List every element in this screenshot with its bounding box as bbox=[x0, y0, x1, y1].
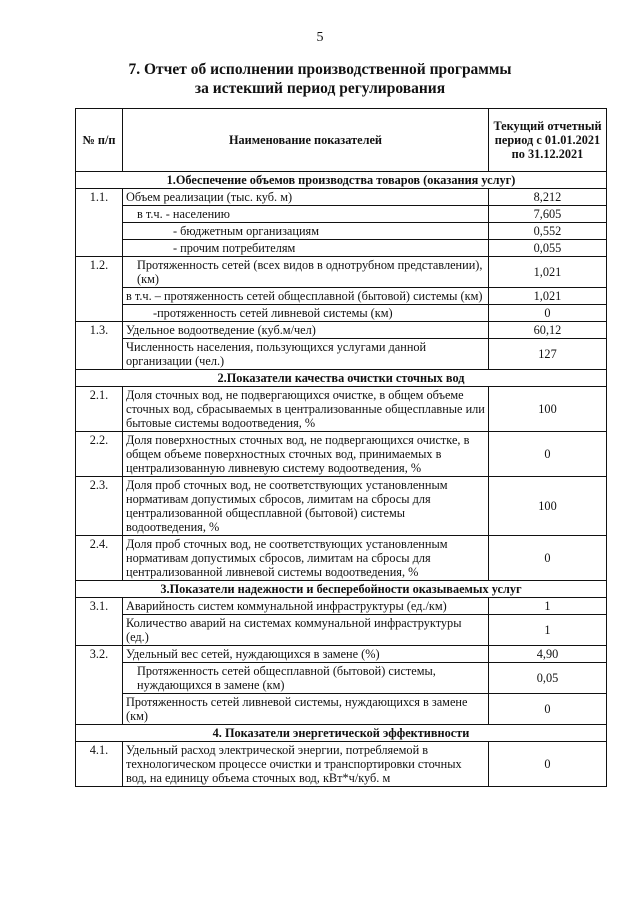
row-num bbox=[76, 694, 123, 725]
page-number: 5 bbox=[316, 30, 324, 45]
row-num bbox=[76, 615, 123, 646]
table-row bbox=[76, 387, 607, 432]
row-num bbox=[76, 305, 123, 322]
table-row bbox=[76, 189, 607, 206]
row-name: Удельный вес сетей, нуждающихся в замене (%) bbox=[123, 646, 489, 663]
row-num: 2.1. bbox=[76, 387, 123, 432]
row-value: 1 bbox=[489, 598, 607, 615]
row-name: -протяженность сетей ливневой системы (км) bbox=[123, 305, 489, 322]
table-row bbox=[76, 223, 607, 240]
row-name: Удельное водоотведение (куб.м/чел) bbox=[123, 322, 489, 339]
row-value: 100 bbox=[489, 387, 607, 432]
row-name: Удельный расход электрической энергии, потребляемой в технологическом процессе очистки и транспортировки сточных вод, на единицу объема сточных вод, кВт*ч/куб. м bbox=[123, 742, 489, 787]
header-num: № п/п bbox=[76, 109, 123, 172]
table-row bbox=[76, 598, 607, 615]
row-value: 127 bbox=[489, 339, 607, 370]
row-num: 2.3. bbox=[76, 477, 123, 536]
table-row bbox=[76, 432, 607, 477]
row-num: 2.2. bbox=[76, 432, 123, 477]
row-name: Доля поверхностных сточных вод, не подвергающихся очистке, в общем объеме поверхностных сточных вод, принимаемых в централизованную ливневую систему водоотведения, % bbox=[123, 432, 489, 477]
row-num: 3.1. bbox=[76, 598, 123, 615]
row-value: 0,055 bbox=[489, 240, 607, 257]
row-name: Объем реализации (тыс. куб. м) bbox=[123, 189, 489, 206]
row-name: Количество аварий на системах коммунальной инфраструктуры (ед.) bbox=[123, 615, 489, 646]
title-line-1: 7. Отчет об исполнении производственной программы bbox=[128, 61, 512, 78]
table-row bbox=[76, 240, 607, 257]
row-value: 0 bbox=[489, 305, 607, 322]
row-name: Протяженность сетей общесплавной (бытовой) системы, нуждающихся в замене (км) bbox=[123, 663, 489, 694]
table-row bbox=[76, 206, 607, 223]
indicators-table bbox=[75, 108, 607, 787]
table-row bbox=[76, 322, 607, 339]
row-num: 1.3. bbox=[76, 322, 123, 339]
row-name: Доля проб сточных вод, не соответствующих установленным нормативам допустимых сбросов, лимитам на сбросы для централизованной ливневой системы водоотведения, % bbox=[123, 536, 489, 581]
row-num bbox=[76, 223, 123, 240]
row-value: 0,05 bbox=[489, 663, 607, 694]
header-period: Текущий отчетный период с 01.01.2021 по 31.12.2021 bbox=[489, 109, 607, 172]
section-title: 1.Обеспечение объемов производства товаров (оказания услуг) bbox=[76, 172, 607, 189]
row-name: - прочим потребителям bbox=[123, 240, 489, 257]
row-name: Доля проб сточных вод, не соответствующих установленным нормативам допустимых сбросов, лимитам на сбросы для централизованной общесплавной (бытовой) системы водоотведения, % bbox=[123, 477, 489, 536]
row-num: 2.4. bbox=[76, 536, 123, 581]
table-row bbox=[76, 305, 607, 322]
row-num bbox=[76, 663, 123, 694]
section-title: 2.Показатели качества очистки сточных вод bbox=[76, 370, 607, 387]
row-value: 100 bbox=[489, 477, 607, 536]
row-name: Численность населения, пользующихся услугами данной организации (чел.) bbox=[123, 339, 489, 370]
row-value: 0 bbox=[489, 694, 607, 725]
row-value: 7,605 bbox=[489, 206, 607, 223]
row-name: в т.ч. - населению bbox=[123, 206, 489, 223]
table-row bbox=[76, 536, 607, 581]
row-name: Протяженность сетей ливневой системы, нуждающихся в замене (км) bbox=[123, 694, 489, 725]
row-num: 1.1. bbox=[76, 189, 123, 206]
table-row bbox=[76, 742, 607, 787]
row-value: 1,021 bbox=[489, 288, 607, 305]
row-name: Протяженность сетей (всех видов в однотрубном представлении), (км) bbox=[123, 257, 489, 288]
table-row bbox=[76, 615, 607, 646]
title-line-2: за истекший период регулирования bbox=[194, 80, 446, 97]
section-title: 3.Показатели надежности и бесперебойности оказываемых услуг bbox=[76, 581, 607, 598]
row-num bbox=[76, 206, 123, 223]
section-row bbox=[76, 172, 607, 189]
row-num bbox=[76, 288, 123, 305]
row-value: 1 bbox=[489, 615, 607, 646]
row-value: 1,021 bbox=[489, 257, 607, 288]
row-name: Аварийность систем коммунальной инфраструктуры (ед./км) bbox=[123, 598, 489, 615]
row-name: в т.ч. – протяженность сетей общесплавной (бытовой) системы (км) bbox=[123, 288, 489, 305]
row-name: Доля сточных вод, не подвергающихся очистке, в общем объеме сточных вод, сбрасываемых в централизованные общесплавные или бытовые системы водоотведения, % bbox=[123, 387, 489, 432]
header-name: Наименование показателей bbox=[123, 109, 489, 172]
row-num: 1.2. bbox=[76, 257, 123, 288]
row-num bbox=[76, 339, 123, 370]
report-title bbox=[0, 60, 640, 98]
table-row bbox=[76, 646, 607, 663]
table-row bbox=[76, 694, 607, 725]
section-title: 4. Показатели энергетической эффективности bbox=[76, 725, 607, 742]
table-row bbox=[76, 288, 607, 305]
row-value: 0,552 bbox=[489, 223, 607, 240]
table-row bbox=[76, 477, 607, 536]
row-value: 0 bbox=[489, 536, 607, 581]
row-value: 60,12 bbox=[489, 322, 607, 339]
row-value: 0 bbox=[489, 742, 607, 787]
row-num: 3.2. bbox=[76, 646, 123, 663]
row-value: 8,212 bbox=[489, 189, 607, 206]
section-row bbox=[76, 581, 607, 598]
row-value: 4,90 bbox=[489, 646, 607, 663]
table-header-row bbox=[76, 109, 607, 172]
row-num bbox=[76, 240, 123, 257]
table-row bbox=[76, 339, 607, 370]
row-value: 0 bbox=[489, 432, 607, 477]
table-row bbox=[76, 257, 607, 288]
row-name: - бюджетным организациям bbox=[123, 223, 489, 240]
section-row bbox=[76, 370, 607, 387]
table-row bbox=[76, 663, 607, 694]
section-row bbox=[76, 725, 607, 742]
row-num: 4.1. bbox=[76, 742, 123, 787]
